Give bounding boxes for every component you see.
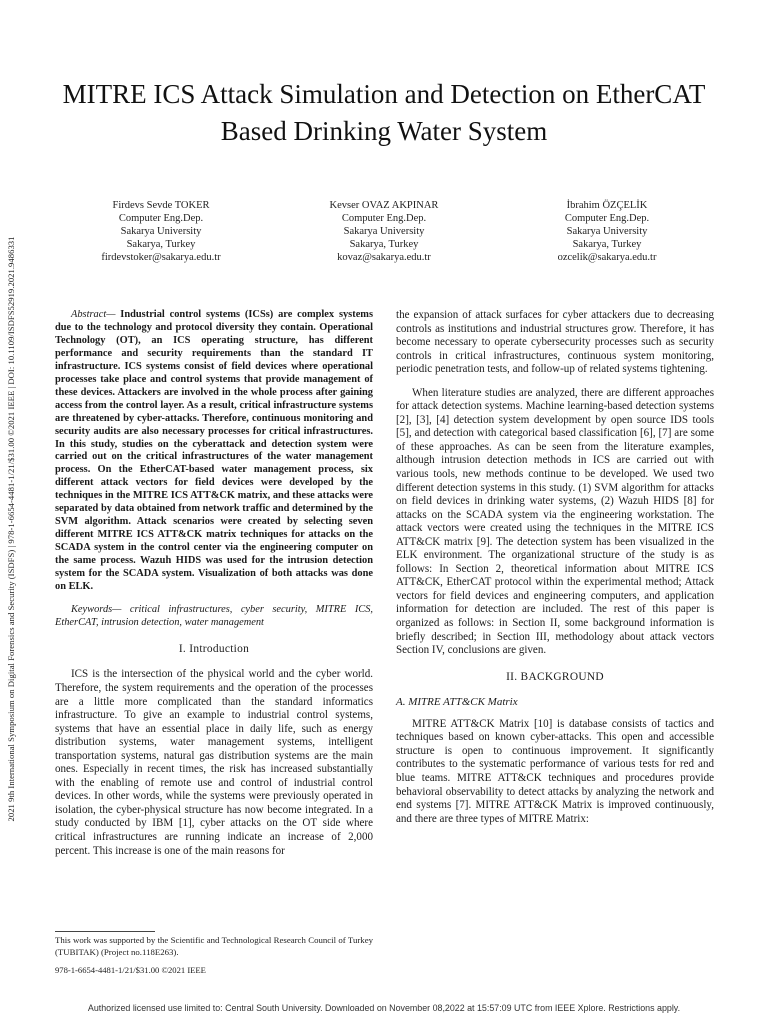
abstract xyxy=(55,309,373,594)
abstract-body: Industrial control systems (ICSs) are complex systems due to the technology and protocol diversity they contain. Operational Technology (OT), an ICS operating structure, has different performance and security requirements than the standard IT infrastructure. ICS systems consist of field devices where operational processes take place and control systems that provide management of these devices. Attackers are involved in the whole process after gaining access from the control layer. As a result, critical infrastructure systems are threatened by cyber-attacks. Therefore, continuous monitoring and security audits are also necessary processes for critical infrastructures. In this study, studies on the cyberattack and detection system were carried out on the critical infrastructures of the water management process. On the EtherCAT-based water management process, six different attack vectors for field devices were developed by the techniques in the MITRE ICS ATT&CK matrix, and these attacks were separated by data obtained from network traffic and determined by the SVM algorithm. Attack scenarios were created by selecting seven different MITRE ICS ATT&CK matrix techniques for attacks on the SCADA system in the control center via the engineering computer on the same process. Wazuh HIDS was used for the intrusion detection system for the SCADA system. Visualization of both attacks was done on ELK. xyxy=(55,309,373,593)
author-location: Sakarya, Turkey xyxy=(572,239,642,250)
author-email: firdevstoker@sakarya.edu.tr xyxy=(101,252,221,263)
body-paragraph: When literature studies are analyzed, there are different approaches for attack detection systems. Machine learning-based detection systems [2], [3], [4] detection system development by open source IDS tools [5], and detection with categorical based classification [6], [7] are some of these approaches. As can be seen from the literature examples, although intrusion detection methods in ICS are carried out with various tools, new methods continue to be developed. We used two different detection systems in this study. (1) SVM algorithm for attacks on field devices in drinking water systems, (2) Wazuh HIDS [8] for attacks on the SCADA system via the engineering workstation. The attack vectors were created using the techniques in the MITRE ICS ATT&CK matrix [9]. The detection system has been visualized in the ELK environment. The organizational structure of the study is as follows: In Section 2, theoretical information about MITRE ICS ATT&CK, EtherCAT protocol within the experimental method; Attack vectors for field devices and engineering computers, and application information for detection are included. The rest of this paper is organized as follows: in Section II, some background information is briefly described; in Section III, methodology about attack vectors Section IV, conclusions are given. xyxy=(396,386,714,657)
license-notice: Authorized licensed use limited to: Central South University. Downloaded on November 08,2022 at 15:57:09 UTC from IEEE Xplore. Restrictions apply. xyxy=(87,1003,681,1013)
abstract-lead: Abstract— xyxy=(71,309,116,320)
author-dept: Computer Eng.Dep. xyxy=(341,213,427,224)
paper-title: MITRE ICS Attack Simulation and Detection on EtherCAT Based Drinking Water System xyxy=(62,79,706,146)
isbn-line: 978-1-6654-4481-1/21/$31.00 ©2021 IEEE xyxy=(55,965,206,975)
section-heading-background: II. BACKGROUND xyxy=(506,670,604,683)
author-location: Sakarya, Turkey xyxy=(349,239,419,250)
author-block xyxy=(294,199,474,264)
author-email: ozcelik@sakarya.edu.tr xyxy=(557,252,657,263)
author-name: Firdevs Sevde TOKER xyxy=(112,200,210,211)
author-univ: Sakarya University xyxy=(120,226,202,237)
author-email: kovaz@sakarya.edu.tr xyxy=(337,252,431,263)
keywords-lead: Keywords— xyxy=(71,603,122,615)
left-column xyxy=(55,309,373,858)
author-block xyxy=(71,199,251,264)
body-paragraph: MITRE ATT&CK Matrix [10] is database consists of tactics and techniques based on known cyber-attacks. This open and accessible structure is open to continuous improvement. It significantly contributes to the systematic performance of various tests for red and blue teams. MITRE ATT&CK techniques and procedures provide behavioral observability to detect attacks by analyzing the network and end systems [7]. MITRE ATT&CK Matrix is improved continuously, and there are three types of MITRE Matrix: xyxy=(396,717,714,825)
doi-side-strip: 2021 9th International Symposium on Digital Forensics and Security (ISDFS) | 978-1-6654-4481-1/21/$31.00 ©2021 IEEE | DOI: 10.1109/ISDFS52919.2021.9486331 xyxy=(6,236,16,822)
author-location: Sakarya, Turkey xyxy=(126,239,196,250)
keywords xyxy=(55,604,373,630)
funding-footnote: This work was supported by the Scientific and Technological Research Council of Turkey (TUBITAK) (Project no.118E263). xyxy=(55,935,373,957)
keywords-body: critical infrastructures, cyber security, MITRE ICS, EtherCAT, intrusion detection, water management xyxy=(55,603,373,628)
author-dept: Computer Eng.Dep. xyxy=(564,213,650,224)
section-heading-introduction: I. Introduction xyxy=(178,642,250,655)
body-paragraph: the expansion of attack surfaces for cyber attackers due to decreasing controls as institutions and industrial structures grow. Therefore, it has become necessary to operate cybersecurity processes such as security controls in critical infrastructures, continuous system monitoring, periodic penetration tests, and follow-up of related systems tightening. xyxy=(396,309,714,376)
author-block xyxy=(517,199,697,264)
author-univ: Sakarya University xyxy=(343,226,425,237)
author-name: Kevser OVAZ AKPINAR xyxy=(329,200,439,211)
author-dept: Computer Eng.Dep. xyxy=(118,213,204,224)
footnote-divider xyxy=(55,931,155,932)
author-name: İbrahim ÖZÇELİK xyxy=(566,200,648,211)
author-univ: Sakarya University xyxy=(566,226,648,237)
intro-paragraph: ICS is the intersection of the physical world and the cyber world. Therefore, the system requirements and the operation of the processes are a little more complicated than the standard informatics infrastructure. To give an example to industrial control systems, systems that have an essential place in daily life, such as energy distribution systems, water management systems, intelligent transportation systems, natural gas distribution systems are the main ones. Especially in recent times, the risk has increased substantially with the enabling of remote use and control of industrial control devices. In other words, while the systems were previously operated in isolation, the cyber-physical structure has now become integrated. In a study conducted by IBM [1], cyber attacks on the OT side where critical infrastructures are running indicate an increase of 2,000 percent. This increase is one of the main reasons for xyxy=(55,668,373,857)
subsection-heading-mitre: A. MITRE ATT&CK Matrix xyxy=(396,696,518,709)
right-column xyxy=(396,309,714,826)
